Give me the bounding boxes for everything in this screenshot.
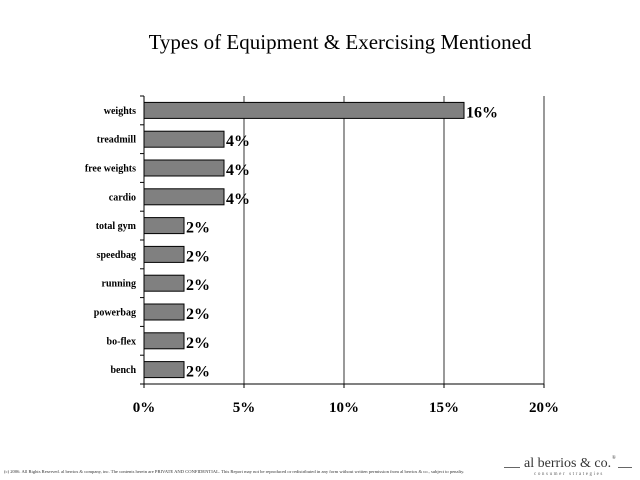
x-tick-label: 5% (232, 400, 256, 416)
chart-title: Types of Equipment & Exercising Mentioned (148, 30, 532, 54)
category-label: free weights (84, 163, 136, 175)
logo-registered-mark: ® (612, 456, 616, 461)
category-label: treadmill (96, 134, 136, 146)
bar (144, 246, 184, 262)
x-tick-label: 20% (529, 400, 559, 416)
category-label: weights (103, 105, 136, 117)
data-label: 2% (186, 334, 210, 352)
data-label: 2% (186, 219, 210, 237)
x-tick-label: 15% (429, 400, 459, 416)
category-label: bench (110, 365, 136, 377)
x-tick-label: 10% (329, 400, 359, 416)
data-label: 2% (186, 248, 210, 266)
x-tick-label: 0% (132, 400, 156, 416)
data-label: 4% (226, 162, 250, 179)
copyright-notice: (c) 2006. All Rights Reserved. al berrios & company, inc. The contents herein are PRIVATE AND CONFIDENTIAL. This Report may not be reproduced or redistributed in any form without written permission from al berrios & co., subject to penalty. (4, 469, 465, 474)
category-label: powerbag (93, 307, 136, 319)
bar (144, 275, 184, 291)
logo-tagline: consumer strategies (534, 472, 604, 477)
bar (144, 218, 184, 234)
category-label: bo-flex (106, 336, 136, 348)
data-label: 2% (186, 363, 210, 381)
data-label: 4% (226, 133, 250, 151)
category-label: speedbag (96, 249, 136, 261)
logo-left-rule (504, 467, 520, 468)
bar (144, 304, 184, 320)
bar (144, 131, 224, 147)
bar (144, 189, 224, 205)
bar (144, 333, 184, 349)
data-label: 16% (466, 104, 498, 122)
category-label: total gym (95, 221, 136, 233)
company-logo (500, 456, 634, 478)
logo-right-rule (618, 467, 632, 468)
data-label: 2% (186, 277, 210, 295)
category-label: running (101, 278, 136, 290)
bar (144, 102, 464, 118)
bar (144, 362, 184, 378)
data-label: 4% (226, 190, 250, 208)
logo-name: al berrios & co. (524, 456, 612, 471)
bar (144, 160, 224, 176)
data-label: 2% (186, 306, 210, 323)
category-label: cardio (108, 192, 136, 204)
